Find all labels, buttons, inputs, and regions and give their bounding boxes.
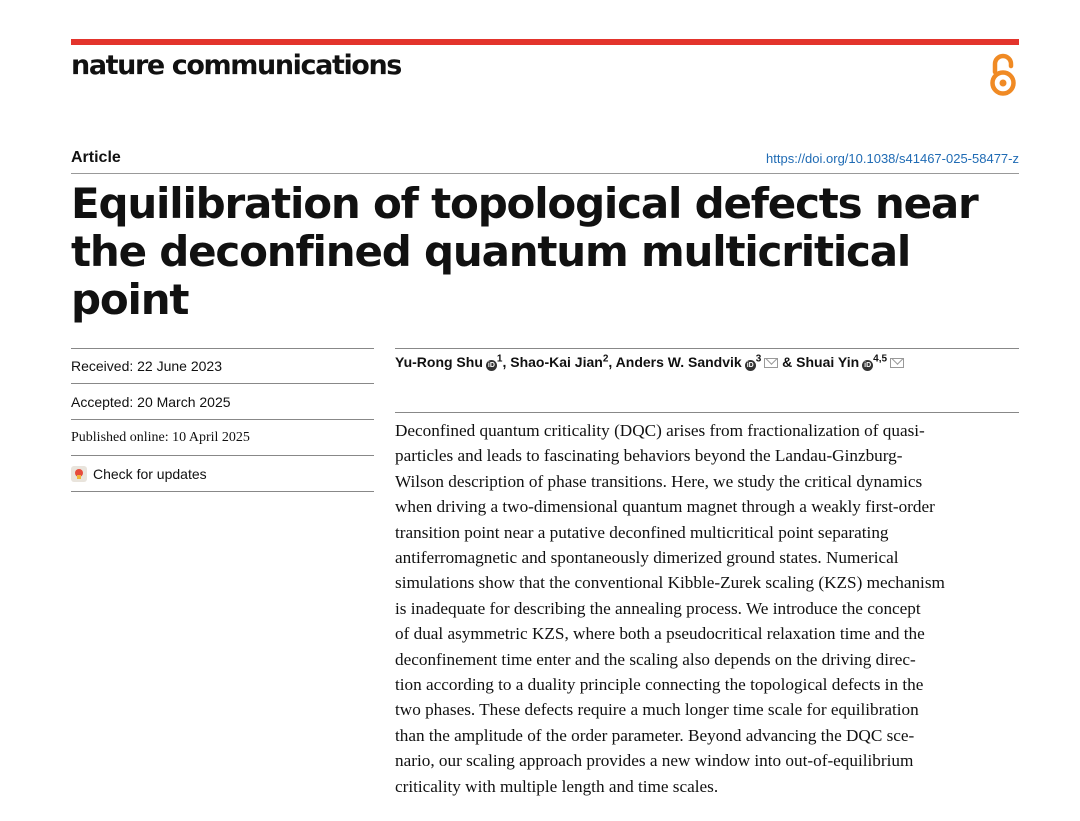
header-divider (71, 173, 1019, 174)
author-separator: & (778, 354, 797, 370)
accepted-date: Accepted: 20 March 2025 (71, 384, 374, 420)
received-date: Received: 22 June 2023 (71, 348, 374, 384)
abstract-line: of dual asymmetric KZS, where both a pseudocritical relaxation time and the (395, 624, 925, 644)
abstract-line: antiferromagnetic and spontaneously dimerized ground states. Numerical (395, 548, 899, 568)
open-access-icon[interactable] (986, 52, 1020, 98)
abstract-line: transition point near a putative deconfined multicritical point separating (395, 522, 889, 542)
abstract-line: two phases. These defects require a much longer time scale for equilibration (395, 700, 919, 720)
author-separator: , (502, 354, 511, 370)
published-date: Published online: 10 April 2025 (71, 420, 374, 456)
article-dates (71, 348, 374, 492)
abstract (395, 418, 1021, 799)
check-for-updates-label[interactable]: Check for updates (93, 465, 207, 482)
brand-red-bar (71, 39, 1019, 45)
author-name[interactable]: Anders W. Sandvik (615, 354, 742, 370)
abstract-line: tion according to a duality principle connecting the topological defects in the (395, 675, 924, 695)
abstract-top-divider (395, 412, 1019, 413)
author-affiliation: 2 (602, 353, 609, 365)
doi-link[interactable]: https://doi.org/10.1038/s41467-025-58477-z (766, 151, 1019, 166)
abstract-line: than the amplitude of the order parameter. Beyond advancing the DQC sce- (395, 725, 915, 745)
author-list (395, 354, 904, 371)
check-for-updates[interactable] (71, 456, 374, 492)
author-name[interactable]: Yu-Rong Shu (395, 354, 483, 370)
author-name[interactable]: Shuai Yin (796, 354, 860, 370)
author-name[interactable]: Shao-Kai Jian (510, 354, 603, 370)
abstract-line: Deconfined quantum criticality (DQC) arises from fractionalization of quasi- (395, 421, 925, 440)
abstract-line: Wilson description of phase transitions. Here, we study the critical dynamics (395, 471, 923, 491)
authors-top-divider (395, 348, 1019, 349)
envelope-icon[interactable] (890, 358, 904, 368)
envelope-icon[interactable] (764, 358, 778, 368)
check-for-updates-icon (71, 466, 87, 482)
author-affiliation: 1 (496, 353, 503, 365)
article-title: Equilibration of topological defects near the deconfined quantum multicritical point (71, 179, 978, 324)
orcid-icon[interactable]: iD (487, 362, 495, 369)
abstract-line: criticality with multiple length and time scales. (395, 776, 719, 796)
abstract-line: when driving a two-dimensional quantum magnet through a weakly first-order (395, 497, 935, 517)
article-type-label: Article (71, 149, 121, 166)
orcid-icon[interactable]: iD (864, 362, 872, 369)
abstract-line: simulations show that the conventional Kibble-Zurek scaling (KZS) mechanism (395, 573, 945, 593)
author-affiliation: 4,5 (873, 353, 888, 365)
journal-name[interactable]: nature communications (71, 50, 401, 81)
author-affiliation: 3 (755, 353, 762, 365)
abstract-line: deconfinement time enter and the scaling also depends on the driving direc- (395, 649, 916, 669)
abstract-line: nario, our scaling approach provides a new window into out-of-equilibrium (395, 751, 914, 771)
orcid-icon[interactable]: iD (746, 362, 754, 369)
author-separator: , (608, 354, 616, 370)
abstract-line: is inadequate for describing the annealing process. We introduce the concept (395, 598, 921, 618)
abstract-line: particles and leads to fascinating behaviors beyond the Landau-Ginzburg- (395, 446, 903, 466)
